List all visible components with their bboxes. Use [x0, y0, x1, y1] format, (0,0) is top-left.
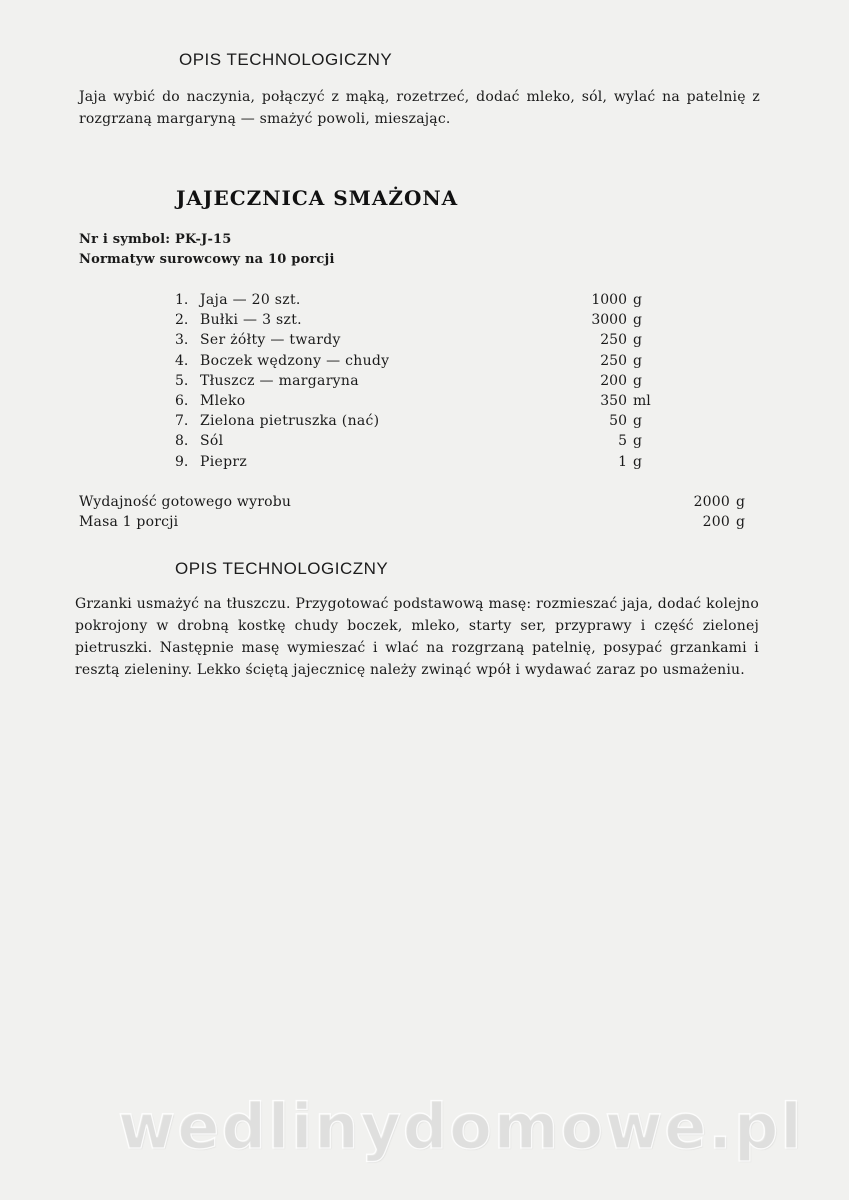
watermark: wedlinydomowe.pl: [118, 1090, 804, 1163]
ingredient-number: 4.: [175, 352, 189, 369]
ingredient-unit: g: [633, 332, 642, 349]
ingredient-row: [175, 310, 665, 330]
ingredient-number: 5.: [175, 372, 189, 389]
yield-row: [79, 492, 760, 512]
ingredient-number: 8.: [175, 433, 189, 450]
yield-unit: g: [736, 494, 746, 510]
portion-amount: 200: [702, 514, 730, 530]
ingredient-name: Jaja — 20 szt.: [200, 292, 301, 308]
yield-amount: 2000: [693, 494, 730, 510]
portion-label: Masa 1 porcji: [79, 514, 179, 530]
ingredient-amount: 350: [600, 392, 627, 409]
ingredient-name: Mleko: [200, 392, 246, 409]
ingredient-amount: 50: [609, 413, 627, 430]
ingredient-number: 9.: [175, 453, 189, 470]
ingredient-name: Zielona pietruszka (nać): [200, 413, 380, 430]
ingredient-row: [175, 411, 665, 431]
ingredient-amount: 5: [618, 433, 627, 450]
ingredient-row: [175, 351, 665, 371]
ingredient-amount: 200: [600, 372, 627, 389]
ingredient-name: Boczek wędzony — chudy: [200, 352, 390, 369]
ingredient-amount: 250: [600, 332, 627, 349]
ingredient-number: 1.: [175, 292, 189, 308]
ingredient-name: Tłuszcz — margaryna: [200, 372, 359, 389]
ingredient-row: [175, 452, 665, 472]
recipe-norm: Normatyw surowcowy na 10 porcji: [79, 252, 335, 267]
section2-heading: OPIS TECHNOLOGICZNY: [175, 559, 389, 578]
yield-label: Wydajność gotowego wyrobu: [79, 494, 292, 510]
ingredient-name: Bułki — 3 szt.: [200, 312, 302, 329]
ingredient-unit: g: [633, 413, 642, 430]
ingredient-row: [175, 330, 665, 350]
section1-heading: OPIS TECHNOLOGICZNY: [179, 50, 393, 69]
ingredient-row: [175, 290, 665, 310]
ingredient-list: [175, 290, 665, 472]
ingredient-number: 2.: [175, 312, 189, 329]
ingredient-name: Sól: [200, 433, 224, 450]
ingredient-unit: ml: [633, 392, 651, 409]
ingredient-unit: g: [633, 453, 642, 470]
ingredient-number: 3.: [175, 332, 189, 349]
ingredient-amount: 250: [600, 352, 627, 369]
ingredient-name: Pieprz: [200, 453, 248, 470]
recipe-symbol: Nr i symbol: PK-J-15: [79, 232, 232, 247]
ingredient-amount: 3000: [591, 312, 627, 329]
ingredient-unit: g: [633, 312, 642, 329]
portion-unit: g: [736, 514, 746, 530]
section2-text: Grzanki usmażyć na tłuszczu. Przygotować podstawową masę: rozmieszać jaja, dodać kolejno pokrojony w drobną kostkę chudy boczek, mleko, starty ser, przyprawy i część zielonej pietruszki. Następnie masę wymieszać i wlać na rozgrzaną patelnię, posypać grzankami i resztą zieleniny. Lekko ściętą jajecznicę należy zwinąć wpół i wydawać zaraz po usmażeniu.: [75, 596, 759, 678]
ingredient-number: 7.: [175, 413, 189, 430]
ingredient-row: [175, 371, 665, 391]
ingredient-amount: 1: [618, 453, 627, 470]
ingredient-unit: g: [633, 433, 642, 450]
ingredient-unit: g: [633, 372, 642, 389]
portion-row: [79, 512, 760, 532]
ingredient-unit: g: [633, 352, 642, 369]
ingredient-row: [175, 431, 665, 451]
ingredient-amount: 1000: [591, 292, 627, 308]
ingredient-number: 6.: [175, 392, 189, 409]
ingredient-unit: g: [633, 292, 642, 308]
ingredient-name: Ser żółty — twardy: [200, 332, 341, 349]
recipe-title: JAJECZNICA SMAŻONA: [176, 186, 459, 210]
section1-text: Jaja wybić do naczynia, połączyć z mąką, rozetrzeć, dodać mleko, sól, wylać na patelnię z rozgrzaną margaryną — smażyć powoli, mieszając.: [79, 89, 760, 127]
ingredient-row: [175, 391, 665, 411]
